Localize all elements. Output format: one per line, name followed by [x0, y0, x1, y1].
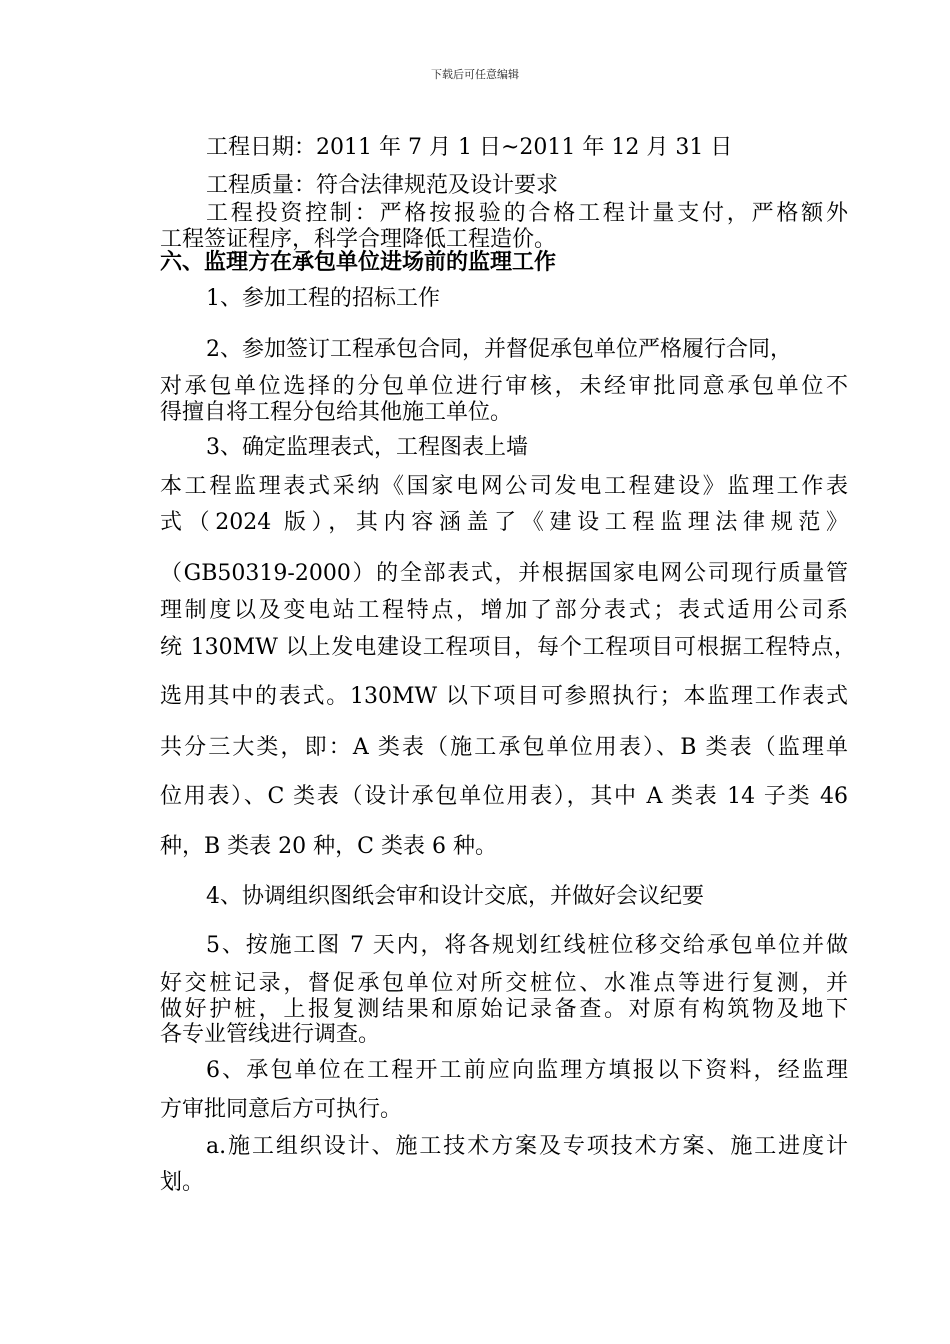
section-heading: 六、监理方在承包单位进场前的监理工作: [160, 249, 557, 275]
item-5-line-4: 各专业管线进行调查。: [160, 1022, 381, 1047]
header-watermark: 下载后可任意编辑: [431, 68, 519, 81]
item-5: 5、按施工图 7 天内，将各规划红线桩位移交给承包单位并做: [206, 933, 848, 958]
investment-control-line: 工程投资控制：严格按报验的合格工程计量支付，严格额外: [206, 201, 848, 226]
project-quality-line: 工程质量：符合法律规范及设计要求: [206, 173, 559, 198]
project-date-line: 工程日期：2011 年 7 月 1 日~2011 年 12 月 31 日: [206, 135, 733, 160]
item-2-line-2: 对承包单位选择的分包单位进行审核，未经审批同意承包单位不: [160, 374, 848, 399]
item-3-body-2: 式（2024 版），其内容涵盖了《建设工程监理法律规范》: [160, 510, 848, 535]
item-6: 6、承包单位在工程开工前应向监理方填报以下资料，经监理: [206, 1058, 848, 1083]
item-4: 4、协调组织图纸会审和设计交底，并做好会议纪要: [206, 884, 704, 909]
item-3-body-4: 理制度以及变电站工程特点，增加了部分表式；表式适用公司系: [160, 598, 848, 623]
item-5-line-2: 好交桩记录，督促承包单位对所交桩位、水准点等进行复测，并: [160, 971, 848, 996]
item-3-body-8: 位用表）、C 类表（设计承包单位用表），其中 A 类表 14 子类 46: [160, 784, 848, 809]
item-2: 2、参加签订工程承包合同，并督促承包单位严格履行合同，: [206, 337, 792, 362]
item-3-body-9: 种，B 类表 20 种，C 类表 6 种。: [160, 834, 497, 859]
item-2-line-3: 得擅自将工程分包给其他施工单位。: [160, 400, 513, 425]
item-6a: a.施工组织设计、施工技术方案及专项技术方案、施工进度计: [206, 1134, 848, 1159]
item-5-line-3: 做好护桩，上报复测结果和原始记录备查。对原有构筑物及地下: [160, 997, 848, 1022]
item-3-body-6: 选用其中的表式。130MW 以下项目可参照执行；本监理工作表式: [160, 684, 848, 709]
item-1: 1、参加工程的招标工作: [206, 286, 440, 311]
item-3-body-3: （GB50319-2000）的全部表式，并根据国家电网公司现行质量管: [160, 561, 848, 586]
item-3-body-1: 本工程监理表式采纳《国家电网公司发电工程建设》监理工作表: [160, 474, 848, 499]
item-6a-line-2: 划。: [160, 1170, 205, 1195]
item-3-body-7: 共分三大类，即：A 类表（施工承包单位用表）、B 类表（监理单: [160, 735, 848, 760]
item-3: 3、确定监理表式，工程图表上墙: [206, 435, 528, 460]
investment-control-line-2: 工程签证程序，科学合理降低工程造价。: [160, 227, 557, 252]
item-6-line-2: 方审批同意后方可执行。: [160, 1097, 403, 1122]
item-3-body-5: 统 130MW 以上发电建设工程项目，每个工程项目可根据工程特点，: [160, 635, 856, 660]
